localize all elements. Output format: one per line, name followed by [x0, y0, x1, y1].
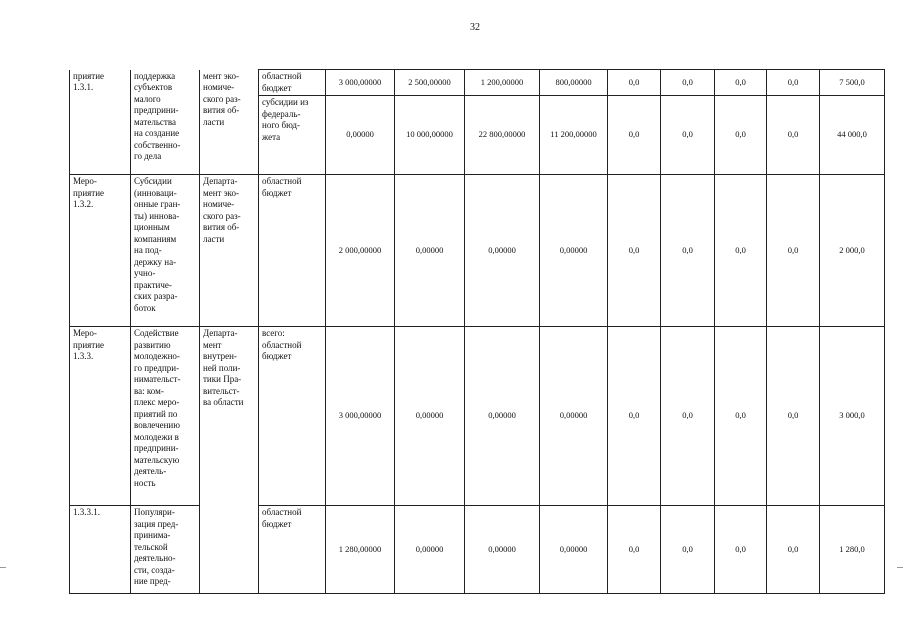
table-row: [70, 70, 885, 96]
executor-cell-text: мент эко- номиче- ского раз- вития об- ласти: [203, 70, 241, 127]
value-cell: 3 000,00000: [326, 70, 395, 96]
value-cell: 2 000,00000: [326, 175, 395, 327]
name-cell: [131, 506, 200, 594]
value-cell: 0,0: [608, 96, 661, 175]
value-cell: 0,00000: [540, 175, 608, 327]
table-body: [70, 70, 885, 594]
value-cell: 0,00000: [395, 506, 465, 594]
value-cell: 3 000,00000: [326, 327, 395, 506]
value-cell: 0,00000: [465, 327, 540, 506]
executor-cell: [200, 327, 259, 594]
name-cell: [131, 327, 200, 506]
value-cell: 0,0: [767, 327, 820, 506]
value-cell: 0,0: [715, 327, 767, 506]
source-cell: [259, 506, 326, 594]
value-cell: 10 000,00000: [395, 96, 465, 175]
value-cell: 0,0: [661, 96, 715, 175]
budget-table: [69, 69, 885, 594]
value-cell: 1 200,00000: [465, 70, 540, 96]
source-cell-text: областной бюджет: [262, 507, 302, 529]
value-cell: 0,00000: [395, 175, 465, 327]
value-cell: 22 800,00000: [465, 96, 540, 175]
executor-cell-text: Департа- мент эко- номиче- ского раз- вития об- ласти: [203, 176, 241, 244]
value-cell: 0,00000: [395, 327, 465, 506]
value-cell: 2 000,0: [820, 175, 885, 327]
value-cell: 0,0: [715, 70, 767, 96]
code-cell-text: Меро- приятие 1.3.2.: [73, 176, 105, 209]
value-cell: 0,00000: [465, 175, 540, 327]
value-cell: 0,0: [715, 506, 767, 594]
value-cell: 0,0: [608, 506, 661, 594]
value-cell: 0,0: [715, 175, 767, 327]
value-cell: 0,0: [767, 96, 820, 175]
name-cell: [131, 175, 200, 327]
code-cell: [70, 506, 131, 594]
source-cell: [259, 70, 326, 96]
value-cell: 44 000,0: [820, 96, 885, 175]
name-cell-text: Субсидии (инноваци- онные гран- ты) иннова- ционным компаниям на под- держку на- учно- практиче- ских разра- боток: [134, 176, 181, 313]
source-cell-text: всего: областной бюджет: [262, 328, 302, 361]
value-cell: 0,0: [608, 175, 661, 327]
value-cell: 2 500,00000: [395, 70, 465, 96]
executor-cell: [200, 175, 259, 327]
value-cell: 0,0: [661, 327, 715, 506]
value-cell: 0,0: [608, 327, 661, 506]
name-cell-text: Популяри- зация пред- принима- тельской деятельно- сти, созда- ние пред-: [134, 507, 179, 586]
value-cell: 0,00000: [326, 96, 395, 175]
name-cell-text: Содействие развитию молодежно- го предпри- нимательст- ва: ком- плекс меро- приятий по вовлечению молодежи в предприни- мательскую деятель- ность: [134, 328, 181, 488]
value-cell: 1 280,00000: [326, 506, 395, 594]
margin-mark-right: [897, 567, 903, 568]
value-cell: 0,00000: [465, 506, 540, 594]
value-cell: 0,0: [661, 175, 715, 327]
code-cell-text: Меро- приятие 1.3.3.: [73, 328, 105, 361]
source-cell-text: областной бюджет: [262, 71, 302, 93]
code-cell-text: 1.3.3.1.: [73, 507, 100, 517]
code-cell: [70, 70, 131, 175]
table-row: [70, 327, 885, 506]
value-cell: 0,0: [767, 70, 820, 96]
source-cell: [259, 175, 326, 327]
code-cell-text: приятие 1.3.1.: [73, 70, 105, 92]
source-cell-text: субсидии из федераль- ного бюд- жета: [262, 97, 309, 142]
value-cell: 11 200,00000: [540, 96, 608, 175]
value-cell: 0,0: [767, 506, 820, 594]
name-cell: [131, 70, 200, 175]
value-cell: 0,0: [767, 175, 820, 327]
code-cell: [70, 175, 131, 327]
value-cell: 1 280,0: [820, 506, 885, 594]
code-cell: [70, 327, 131, 506]
source-cell: [259, 327, 326, 506]
value-cell: 800,00000: [540, 70, 608, 96]
table-row: [70, 175, 885, 327]
value-cell: 0,0: [608, 70, 661, 96]
executor-cell: [200, 70, 259, 175]
source-cell-text: областной бюджет: [262, 176, 302, 198]
page-number: 32: [470, 22, 480, 33]
value-cell: 0,00000: [540, 506, 608, 594]
name-cell-text: поддержка субъектов малого предприни- мательства на создание собственно- го дела: [134, 70, 181, 161]
value-cell: 7 500,0: [820, 70, 885, 96]
value-cell: 0,00000: [540, 327, 608, 506]
value-cell: 0,0: [661, 70, 715, 96]
executor-cell-text: Департа- мент внутрен- ней поли- тики Пра- вительст- ва области: [203, 328, 244, 407]
value-cell: 0,0: [715, 96, 767, 175]
margin-mark-left: [0, 567, 6, 568]
value-cell: 3 000,0: [820, 327, 885, 506]
table-row: [70, 506, 885, 594]
source-cell: [259, 96, 326, 175]
value-cell: 0,0: [661, 506, 715, 594]
